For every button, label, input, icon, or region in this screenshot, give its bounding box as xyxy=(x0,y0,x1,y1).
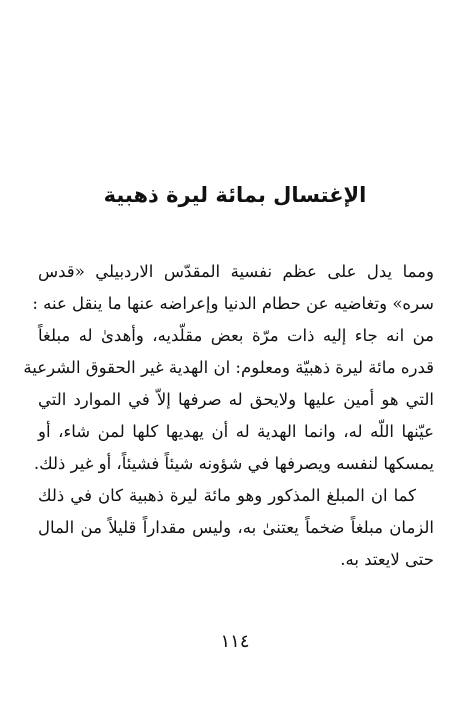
page-number: ١١٤ xyxy=(220,631,250,652)
text-line: كما ان المبلغ المذكور وهو مائة ليرة ذهبية كان في ذلك xyxy=(38,486,416,505)
text-line: ومما يدل على عظم نفسية المقدّس الاردبيلي «قدس xyxy=(38,262,434,281)
text-line: قدره مائة ليرة ذهبيّة ومعلوم: ان الهدية غير الحقوق الشرعية xyxy=(23,358,434,377)
text-line: حتى لايعتد به. xyxy=(340,550,434,569)
text-line: الزمان مبلغاً ضخماً يعتنىٰ به، وليس مقداراً قليلاً من المال xyxy=(38,518,434,537)
text-line: سره» وتغاضيه عن حطام الدنيا وإعراضه عنها ما ينقل عنه : xyxy=(32,294,434,313)
text-line: عيّنها اللّه له، وانما الهدية له أن يهديها كلها لمن شاء، أو xyxy=(38,422,434,441)
text-line: من انه جاء إليه ذات مرّة بعض مقلّديه، وأهدىٰ له مبلغاً xyxy=(38,326,434,345)
body-text xyxy=(23,256,434,576)
section-title: الإغتسال بمائة ليرة ذهبية xyxy=(103,183,367,207)
text-line: التي هو أمين عليها ولايحق له صرفها إلاّ في الموارد التي xyxy=(38,390,434,409)
text-line: يمسكها لنفسه ويصرفها في شؤونه شيئاً فشيئاً، أو غير ذلك. xyxy=(33,454,434,473)
